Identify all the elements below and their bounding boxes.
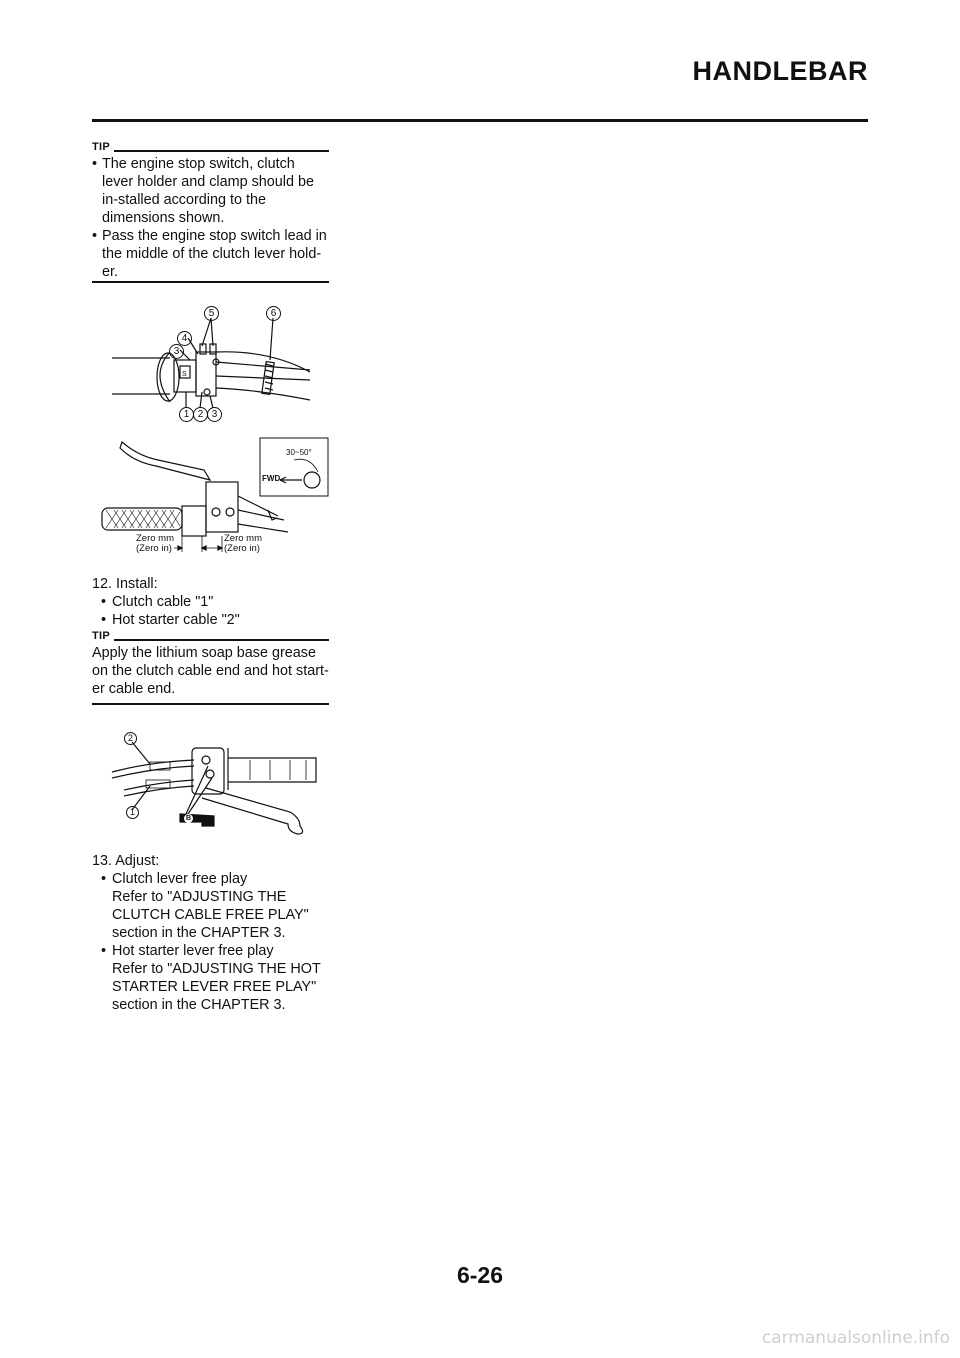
step-item: • Hot starter lever free play (101, 943, 274, 959)
watermark-link[interactable]: carmanualsonline.info (761, 1328, 950, 1348)
step-heading: 13. Adjust: (92, 853, 160, 869)
page-number: 6-26 (456, 1262, 504, 1288)
callout-1: 1 (126, 806, 139, 819)
tip-box-1 (92, 139, 329, 281)
tip-end-rule (92, 703, 329, 705)
callout-2: 2 (193, 407, 208, 422)
step-item: • Hot starter cable "2" (101, 612, 240, 628)
tip-bullet: • Pass the engine stop switch lead in the middle of the clutch lever hold-er. (92, 228, 327, 280)
tip-label: TIP (92, 140, 111, 153)
step-reference: Refer to "ADJUSTING THE CLUTCH CABLE FREE PLAY" section in the CHAPTER 3. (112, 889, 309, 941)
figure-lever-dimensions (98, 436, 330, 562)
tip-header (92, 628, 329, 644)
callout-5: 5 (204, 306, 219, 321)
tip-end-rule (92, 281, 329, 283)
grease-symbol: B (185, 815, 192, 822)
page-title: HANDLEBAR (692, 56, 868, 86)
zero-mm-right: Zero mm (Zero in) (224, 533, 262, 554)
callout-4: 4 (177, 331, 192, 346)
step-12 (92, 575, 329, 629)
tip-rule (114, 150, 329, 152)
angle-label: 30~50° (286, 448, 312, 457)
tip-header (92, 139, 329, 155)
tip-bullet: • The engine stop switch, clutch lever holder and clamp should be in-stalled according to the dimensions shown. (92, 156, 314, 226)
step-item: • Clutch cable "1" (101, 594, 214, 610)
zero-mm-left: Zero mm (Zero in) (136, 533, 174, 554)
step-reference: Refer to "ADJUSTING THE HOT STARTER LEVER FREE PLAY" section in the CHAPTER 3. (112, 961, 321, 1013)
callout-2: 2 (124, 732, 137, 745)
tip-box-2 (92, 628, 329, 698)
tip-text: Apply the lithium soap base grease on the clutch cable end and hot start-er cable end. (92, 645, 329, 697)
callout-1: 1 (179, 407, 194, 422)
figure-switch-assembly (110, 300, 330, 428)
svg-text:S: S (182, 371, 187, 378)
callout-3b: 3 (207, 407, 222, 422)
tip-label: TIP (92, 629, 111, 642)
callout-3: 3 (169, 344, 184, 359)
figure-cable-install (110, 726, 330, 838)
step-heading: 12. Install: (92, 576, 158, 592)
callout-6: 6 (266, 306, 281, 321)
step-13 (92, 852, 329, 1014)
tip-rule (114, 639, 329, 641)
step-item: • Clutch lever free play (101, 871, 248, 887)
header-rule (92, 119, 868, 122)
fwd-label: FWD (262, 474, 281, 483)
